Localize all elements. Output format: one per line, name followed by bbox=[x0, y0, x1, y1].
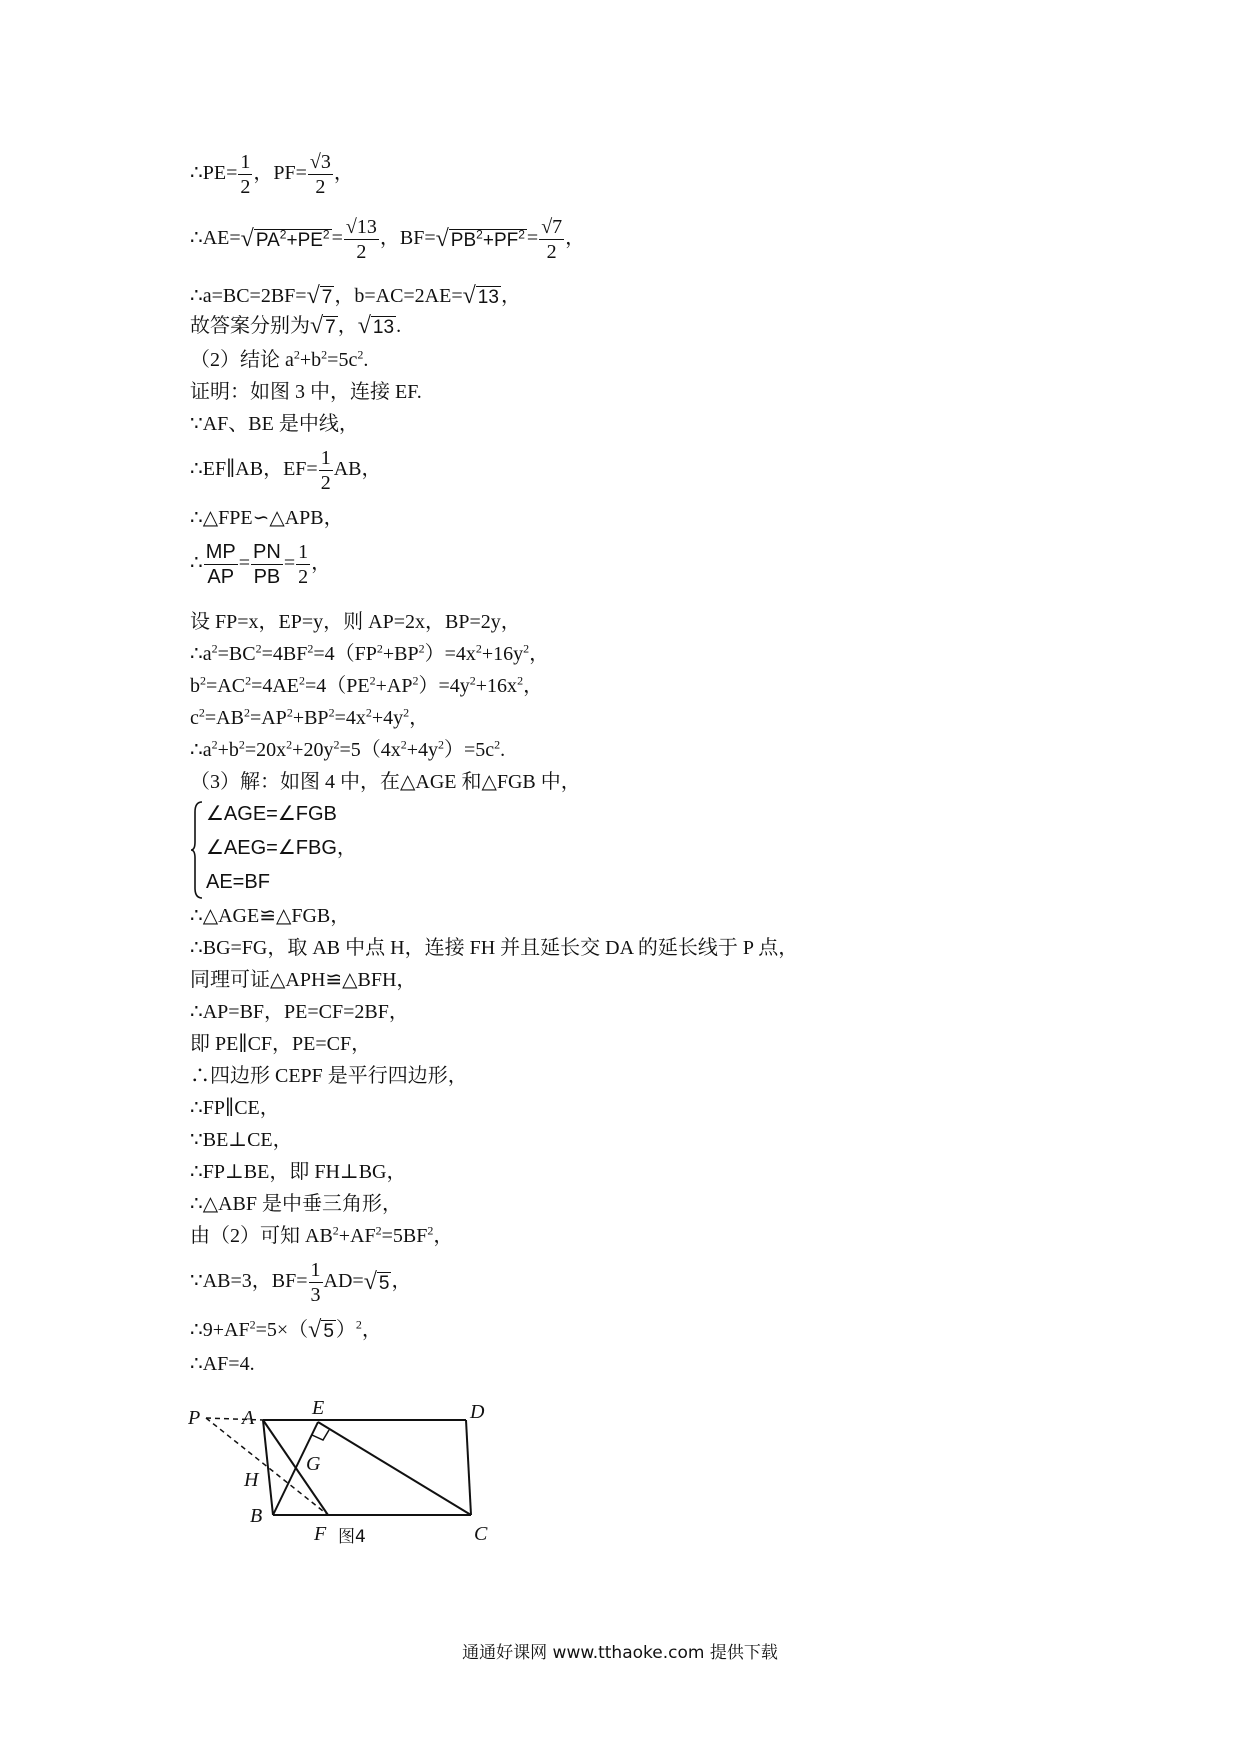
fraction: $\frac{√13}{2}$ bbox=[345, 216, 377, 263]
line-af-equation: $\therefore 9+AF^2=5\times(√$ 5 ）$^2$， bbox=[190, 1317, 382, 1344]
line-ef-parallel: ∴EF∥AB，EF= $\frac{1}{2}$ AB， bbox=[190, 447, 382, 494]
label-g: G bbox=[306, 1453, 321, 1475]
fraction: $\frac{1}{2}$ bbox=[298, 541, 309, 588]
line-similar: ∴△FPE∽△APB， bbox=[190, 507, 344, 529]
segment-ab bbox=[263, 1420, 273, 1515]
line-fp-ce: ∴FP∥CE， bbox=[190, 1097, 280, 1119]
fraction: $\frac{√3}{2}$ bbox=[309, 151, 331, 198]
fraction: $\frac{1}{2}$ bbox=[320, 447, 331, 494]
radical: √ 13 bbox=[462, 283, 499, 310]
label-p: P bbox=[188, 1407, 201, 1429]
line-a-b-values: ∴a=BC=2BF=√ 7 ，b=AC=2AE=√ 13 ， bbox=[190, 283, 521, 310]
radical: √ 13 bbox=[357, 313, 395, 340]
line-sum-result: $\therefore a^2+b^2=20x^2+20y^2=5(4x^2+4y^2)=5c^2$. bbox=[190, 737, 506, 761]
segment-ec bbox=[318, 1422, 471, 1515]
line-median-triangle: ∴△ABF 是中垂三角形， bbox=[190, 1193, 403, 1215]
line-c-squared: $c^2=AB^2=AP^2+BP^2=4x^2+4y^2$， bbox=[190, 705, 430, 729]
system-line-3: AE=BF bbox=[206, 871, 270, 893]
radical: √ $PB^2+PF^2$ bbox=[435, 225, 525, 252]
line-parallelogram: ∴四边形 CEPF 是平行四边形， bbox=[190, 1065, 468, 1087]
line-bg-fg: ∴BG=FG，取 AB 中点 H，连接 FH 并且延长交 DA 的延长线于 P 点， bbox=[190, 937, 799, 959]
figure-caption: 图4 bbox=[338, 1527, 366, 1547]
radical: √ 5 bbox=[363, 1268, 390, 1295]
right-angle-mark bbox=[312, 1430, 329, 1440]
fraction: $\frac{1}{3}$ bbox=[310, 1259, 321, 1306]
line-ab-bf-values: ∵AB=3，BF= $\frac{1}{3}$ AD=√ 5 ， bbox=[190, 1259, 412, 1306]
label-c: C bbox=[474, 1523, 488, 1545]
line-af-result: ∴AF=4. bbox=[190, 1353, 255, 1375]
line-b-squared: $b^2=AC^2=4AE^2=4(PE^2+AP^2)=4y^2+16x^2$， bbox=[190, 673, 544, 697]
label-d: D bbox=[470, 1401, 485, 1423]
label-h: H bbox=[244, 1469, 259, 1491]
line-a-squared: $\therefore a^2=BC^2=4BF^2=4(FP^2+BP^2)=4x^2+16y^2$， bbox=[190, 641, 550, 665]
line-ae-bf: ∴AE=√ $PA^2+PE^2$ = $\frac{√13}{2}$ ，BF=√ $PB^2+PF^2$ = $\frac{√7}{2}$ ， bbox=[190, 216, 586, 263]
radical: √ $PA^2+PE^2$ bbox=[240, 225, 330, 252]
label-e: E bbox=[312, 1397, 325, 1419]
line-answer: 故答案分别为√ 7 ，√ 13 . bbox=[190, 313, 402, 340]
line-from-part2: 由（2）可知 $AB^2+AF^2=5BF^2$， bbox=[190, 1223, 454, 1247]
radical: √ 7 bbox=[310, 313, 336, 340]
radical: √ 7 bbox=[306, 283, 333, 310]
system-line-1: ∠AGE=∠FGB bbox=[206, 803, 337, 825]
label-a: A bbox=[242, 1407, 255, 1429]
left-brace-icon bbox=[190, 800, 204, 900]
footer-source: 通通好课网 www.tthaoke.com 提供下载 bbox=[462, 1643, 778, 1663]
line-ratios: ∴ $\frac{MP}{AP}$ = $\frac{PN}{PB}$ = $\frac{1}{2}$ ， bbox=[190, 541, 332, 588]
label-f: F bbox=[314, 1523, 327, 1545]
line-congruent: ∴△AGE≌△FGB， bbox=[190, 905, 351, 927]
fraction: $\frac{√7}{2}$ bbox=[541, 216, 563, 263]
line-proof-start: 证明：如图 3 中，连接 EF. bbox=[190, 381, 422, 403]
line-fp-perp-be: ∴FP⊥BE，即 FH⊥BG， bbox=[190, 1161, 407, 1183]
fraction: $\frac{PN}{PB}$ bbox=[253, 541, 281, 588]
line-conclusion: （2）结论 $a^2+b^2=5c^2$. bbox=[190, 347, 369, 371]
radical: √ 5 bbox=[308, 1317, 334, 1344]
line-set-variables: 设 FP=x，EP=y，则 AP=2x，BP=2y， bbox=[190, 611, 521, 633]
segment-pa-dashed bbox=[206, 1418, 263, 1420]
line-same-proof: 同理可证△APH≌△BFH， bbox=[190, 969, 417, 991]
line-ap-bf: ∴AP=BF，PE=CF=2BF， bbox=[190, 1001, 409, 1023]
segment-dc bbox=[466, 1420, 471, 1515]
system-line-2: ∠AEG=∠FBG， bbox=[206, 837, 357, 859]
line-pe-cf: 即 PE∥CF，PE=CF， bbox=[190, 1033, 372, 1055]
label-b: B bbox=[250, 1505, 263, 1527]
line-medians: ∵AF、BE 是中线， bbox=[190, 413, 359, 435]
fraction: $\frac{MP}{AP}$ bbox=[205, 541, 236, 588]
figure-4-diagram bbox=[188, 1390, 508, 1560]
line-part3: （3）解：如图 4 中，在△AGE 和△FGB 中， bbox=[190, 771, 581, 793]
line-pe-pf: ∴PE= $\frac{1}{2}$ ，PF= $\frac{√3}{2}$ ， bbox=[190, 151, 354, 198]
line-be-perp-ce: ∵BE⊥CE， bbox=[190, 1129, 293, 1151]
fraction: $\frac{1}{2}$ bbox=[240, 151, 251, 198]
